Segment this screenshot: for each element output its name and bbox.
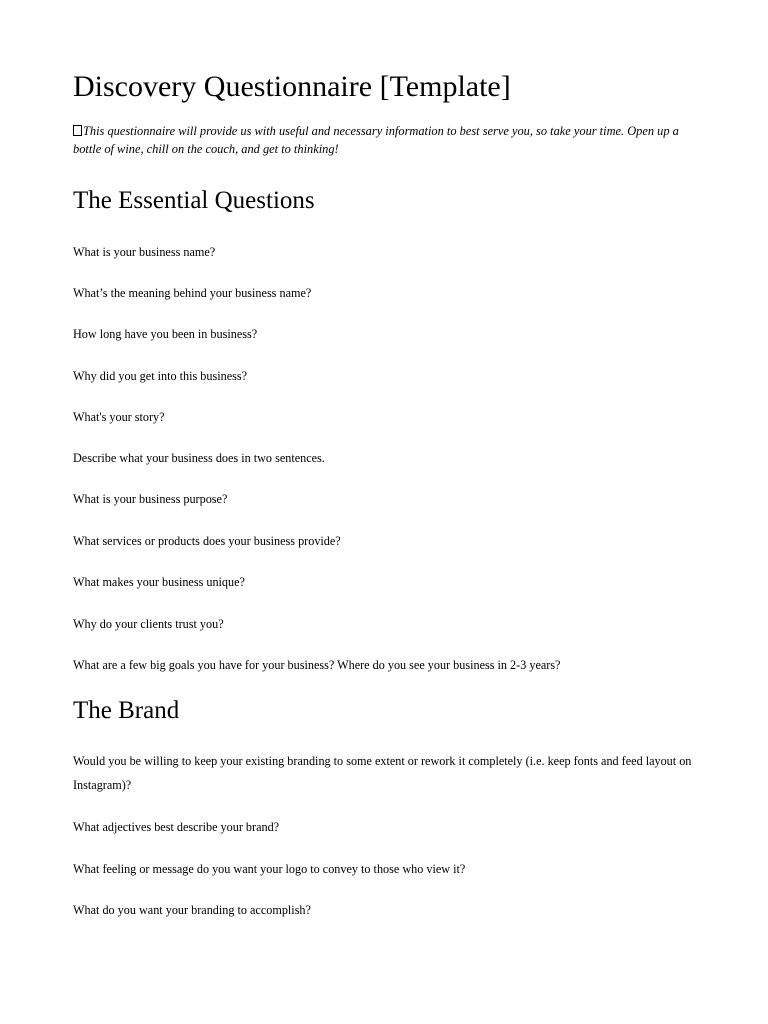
question-item: How long have you been in business? xyxy=(73,327,258,341)
question-item: Would you be willing to keep your existing branding to some extent or rework it completely (i.e. keep fonts and feed layout on Instagram)? xyxy=(73,754,692,792)
question-item: What's your story? xyxy=(73,410,165,424)
section-heading-brand: The Brand xyxy=(73,697,180,724)
document-title: Discovery Questionnaire [Template] xyxy=(73,70,511,103)
question-item: What is your business purpose? xyxy=(73,492,228,506)
question-item: What is your business name? xyxy=(73,245,216,259)
question-item: Describe what your business does in two sentences. xyxy=(73,451,325,465)
question-item: What’s the meaning behind your business name? xyxy=(73,286,312,300)
question-item: What feeling or message do you want your logo to convey to those who view it? xyxy=(73,862,466,876)
intro-text: This questionnaire will provide us with useful and necessary information to best serve you, so take your time. Open up a bottle of wine, chill on the couch, and get to thinking! xyxy=(73,124,679,156)
intro-paragraph xyxy=(73,122,693,158)
question-item: What makes your business unique? xyxy=(73,575,245,589)
question-item: What adjectives best describe your brand? xyxy=(73,820,280,834)
question-item: What services or products does your business provide? xyxy=(73,534,341,548)
question-item: Why do your clients trust you? xyxy=(73,617,224,631)
question-item: Why did you get into this business? xyxy=(73,369,247,383)
question-item: What are a few big goals you have for your business? Where do you see your business in 2-3 years? xyxy=(73,658,561,672)
question-item: What do you want your branding to accomplish? xyxy=(73,903,311,917)
section-heading-essential: The Essential Questions xyxy=(73,187,315,214)
checkbox-icon xyxy=(73,125,82,136)
